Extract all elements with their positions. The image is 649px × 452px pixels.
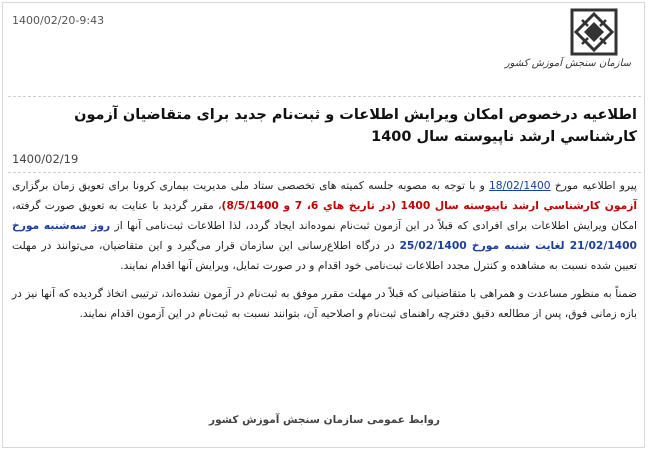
paragraph-1-text-4: در درگاه اطلاع‌رسانی این سازمان قرار می‌گیرد و این متقاضیان، می‌توانند در مهلت تعیین شده نسبت به مشاهده و کنترل مجدد اطلاعات ثبت‌نامی خود اقدام و در صورت تمایل، ویرایش آنها اقدام نمایند. bbox=[12, 239, 637, 272]
logo-text: سازمان سنجش آموزش کشور bbox=[504, 58, 631, 69]
article-title: اطلاعیه درخصوص امکان ویرایش اطلاعات و ثبت‌نام جدید برای متقاضیان آزمون کارشناسي ارشد ناپيوسته سال 1400 bbox=[74, 107, 637, 145]
signature: روابط عمومی سازمان سنجش آموزش کشور bbox=[209, 414, 440, 426]
header-divider bbox=[8, 96, 641, 97]
previous-announcement-link[interactable]: 18/02/1400 bbox=[489, 179, 551, 192]
exam-dates-highlight: آزمون کارشناسي ارشد ناپيوسته سال 1400 (در تاريخ هاي 6، 7 و 8/5/1400) bbox=[221, 199, 638, 212]
article-body bbox=[12, 176, 637, 332]
paragraph-1-text-3: ، مقرر گردید با عنایت به تعویق صورت گرفته، امکان ویرایش اطلاعات برای افرادی که قبلاً در این آزمون ثبت‌نام نموده‌اند ایجاد گردد، لذا اطلاعات ثبت‌نامی آنها از bbox=[12, 199, 637, 232]
paragraph-1-text-1: پیرو اطلاعیه مورخ bbox=[550, 179, 637, 192]
article-date: 1400/02/19 bbox=[12, 152, 79, 166]
paragraph-1 bbox=[12, 176, 637, 276]
organization-logo bbox=[504, 8, 631, 88]
edit-period-highlight: روز سه‌شنبه مورخ 21/02/1400 لغایت شنبه مورخ 25/02/1400 bbox=[12, 219, 637, 252]
title-divider bbox=[8, 172, 641, 173]
paragraph-2: ضمناً به منظور مساعدت و همراهی با متقاضیانی که قبلاً در مهلت مقرر موفق به ثبت‌نام در آزمون نشده‌اند، ترتیبی اتخاذ گردیده که آنها نیز در بازه زمانی فوق، پس از مطالعه دقیق دفترچه راهنمای ثبت‌نام و اصلاحیه آن، بتوانند نسبت به ثبت‌نام در این آزمون اقدام نمایند. bbox=[12, 287, 637, 320]
sanjesh-logo-icon bbox=[570, 8, 618, 56]
timestamp: 1400/02/20-9:43 bbox=[12, 14, 105, 27]
paragraph-1-text-2: و با توجه به مصوبه جلسه کمیته های تخصصی ستاد ملی مدیریت بیماری کرونا برای تعویق زمان برگزاری bbox=[12, 179, 489, 192]
